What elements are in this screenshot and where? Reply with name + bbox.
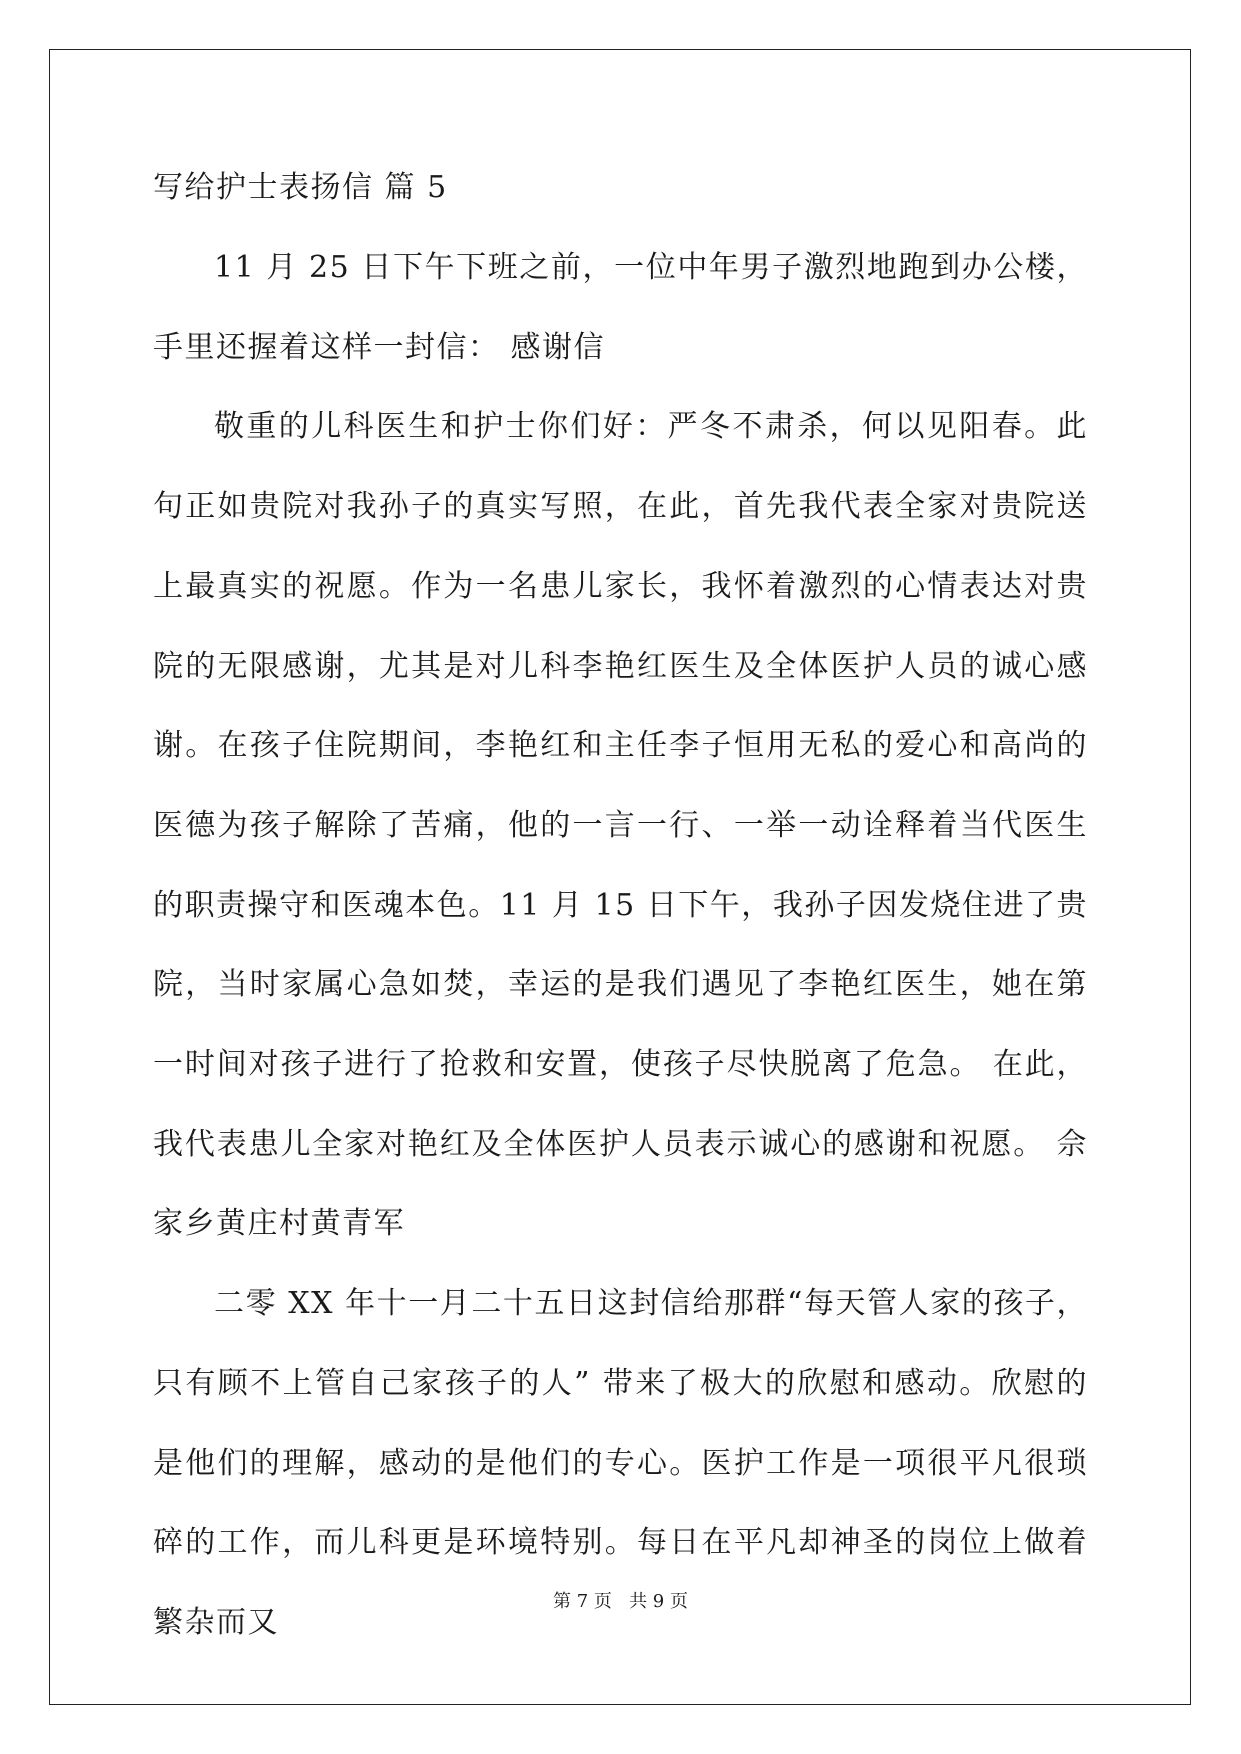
paragraph-2: 敬重的儿科医生和护士你们好：严冬不肃杀，何以见阳春。此句正如贵院对我孙子的真实写照，在此，首先我代表全家对贵院送上最真实的祝愿。作为一名患儿家长，我怀着激烈的心情表达对贵院的无限感谢，尤其是对儿科李艳红医生及全体医护人员的诚心感谢。在孩子住院期间，李艳红和主任李子恒用无私的爱心和高尚的医德为孩子解除了苦痛，他的一言一行、一举一动诠释着当代医生的职责操守和医魂本色。11 月 15 日下午，我孙子因发烧住进了贵院，当时家属心急如焚，幸运的是我们遇见了李艳红医生，她在第一时间对孩子进行了抢救和安置，使孩子尽快脱离了危急。 在此，我代表患儿全家对艳红及全体医护人员表示诚心的感谢和祝愿。 佘家乡黄庄村黄青军 [153, 409, 1088, 1242]
paragraph-3: 二零 XX 年十一月二十五日这封信给那群“每天管人家的孩子，只有顾不上管自己家孩子的人” 带来了极大的欣慰和感动。欣慰的是他们的理解，感动的是他们的专心。医护工作是一项很平凡很琐碎的工作，而儿科更是环境特别。每日在平凡却神圣的岗位上做着繁杂而又 [153, 1286, 1088, 1640]
document-body [153, 228, 1088, 1663]
document-title: 写给护士表扬信 篇 5 [153, 170, 448, 205]
page-number-footer: 第 7 页 共 9 页 [553, 1591, 688, 1612]
paragraph-1: 11 月 25 日下午下班之前，一位中年男子激烈地跑到办公楼，手里还握着这样一封信： 感谢信 [153, 250, 1088, 365]
